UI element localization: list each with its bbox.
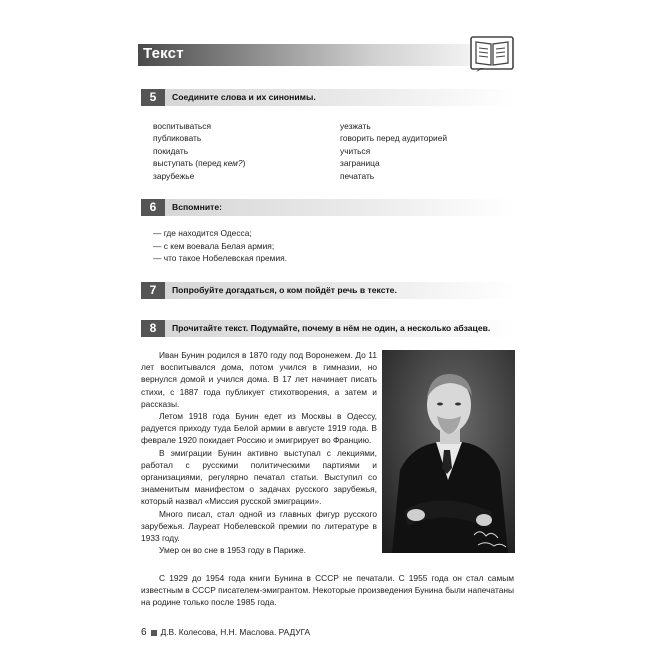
section-header-bar: [138, 44, 470, 66]
task-5-left-words: [153, 120, 245, 182]
task-5-number: 5: [141, 89, 165, 106]
task-6-instruction: Вспомните:: [172, 202, 222, 212]
paragraph: Много писал, стал одной из главных фигур русского зарубежья. Лауреат Нобелевской премии по литературе в 1933 году.: [141, 508, 377, 544]
task-8-instruction: Прочитайте текст. Подумайте, почему в нём не один, а несколько абзацев.: [172, 323, 491, 333]
task-6-list: [153, 227, 287, 265]
word-italic: кем?: [223, 158, 243, 169]
task-7-instruction: Попробуйте догадаться, о ком пойдёт речь в тексте.: [172, 285, 397, 295]
task-5-instruction: Соедините слова и их синонимы.: [172, 92, 316, 102]
word-item: зарубежье: [153, 170, 195, 181]
paragraph: С 1929 до 1954 года книги Бунина в СССР не печатали. С 1955 года он стал самым известным в СССР писателем-эмигрантом. Некоторые произведения Бунина были напечатаны на родине только после 1985 года.: [141, 573, 514, 608]
list-item: — что такое Нобелевская премия.: [153, 253, 287, 264]
list-item: — где находится Одесса;: [153, 228, 252, 238]
section-title: Текст: [143, 45, 184, 62]
open-book-icon: [470, 36, 514, 76]
word-item: уезжать: [340, 121, 371, 131]
word-item: выступать (перед кем?): [153, 158, 246, 169]
square-separator-icon: [151, 630, 157, 636]
task-6-number: 6: [141, 199, 165, 216]
page-footer: [141, 627, 310, 638]
word-item: заграница: [340, 158, 380, 169]
task-5-right-words: [340, 120, 447, 182]
word-item: покидать: [153, 145, 189, 156]
paragraph: Летом 1918 года Бунин едет из Москвы в Одессу, радуется приходу туда Белой армии в августе 1919 года. В феврале 1920 покидает Россию и эмигрирует во Францию.: [141, 411, 377, 446]
word-item: учиться: [340, 145, 371, 156]
portrait-photo: [382, 350, 515, 553]
paragraph: В эмиграции Бунин активно выступал с лекциями, работал с русскими политическими партиями и организациями, регулярно печатал статьи. Выступил со знаменитым манифестом о задачах русского зарубежья, который назвал «Миссия русской эмиграции».: [141, 447, 377, 507]
reading-text-wide: [141, 572, 514, 609]
word-item: воспитываться: [153, 121, 212, 131]
paragraph: Иван Бунин родился в 1870 году под Воронежем. До 11 лет воспитывался дома, потом учился в гимназии, но вернулся домой и учился дома. В 17 лет начинает писать стихи, с 1887 года публикует стихотворения, а затем и рассказы.: [141, 350, 377, 409]
page-number: 6: [141, 627, 147, 638]
task-8-number: 8: [141, 320, 165, 337]
task-7-number: 7: [141, 282, 165, 299]
list-item: — с кем воевала Белая армия;: [153, 240, 275, 251]
paragraph: Умер он во сне в 1953 году в Париже.: [159, 545, 306, 556]
reading-text: [141, 349, 377, 556]
footer-authors: Д.В. Колесова, Н.Н. Маслова. РАДУГА: [160, 627, 311, 637]
word-item: говорить перед аудиторией: [340, 133, 448, 144]
word-item: публиковать: [153, 133, 202, 144]
word-item: печатать: [340, 170, 375, 181]
